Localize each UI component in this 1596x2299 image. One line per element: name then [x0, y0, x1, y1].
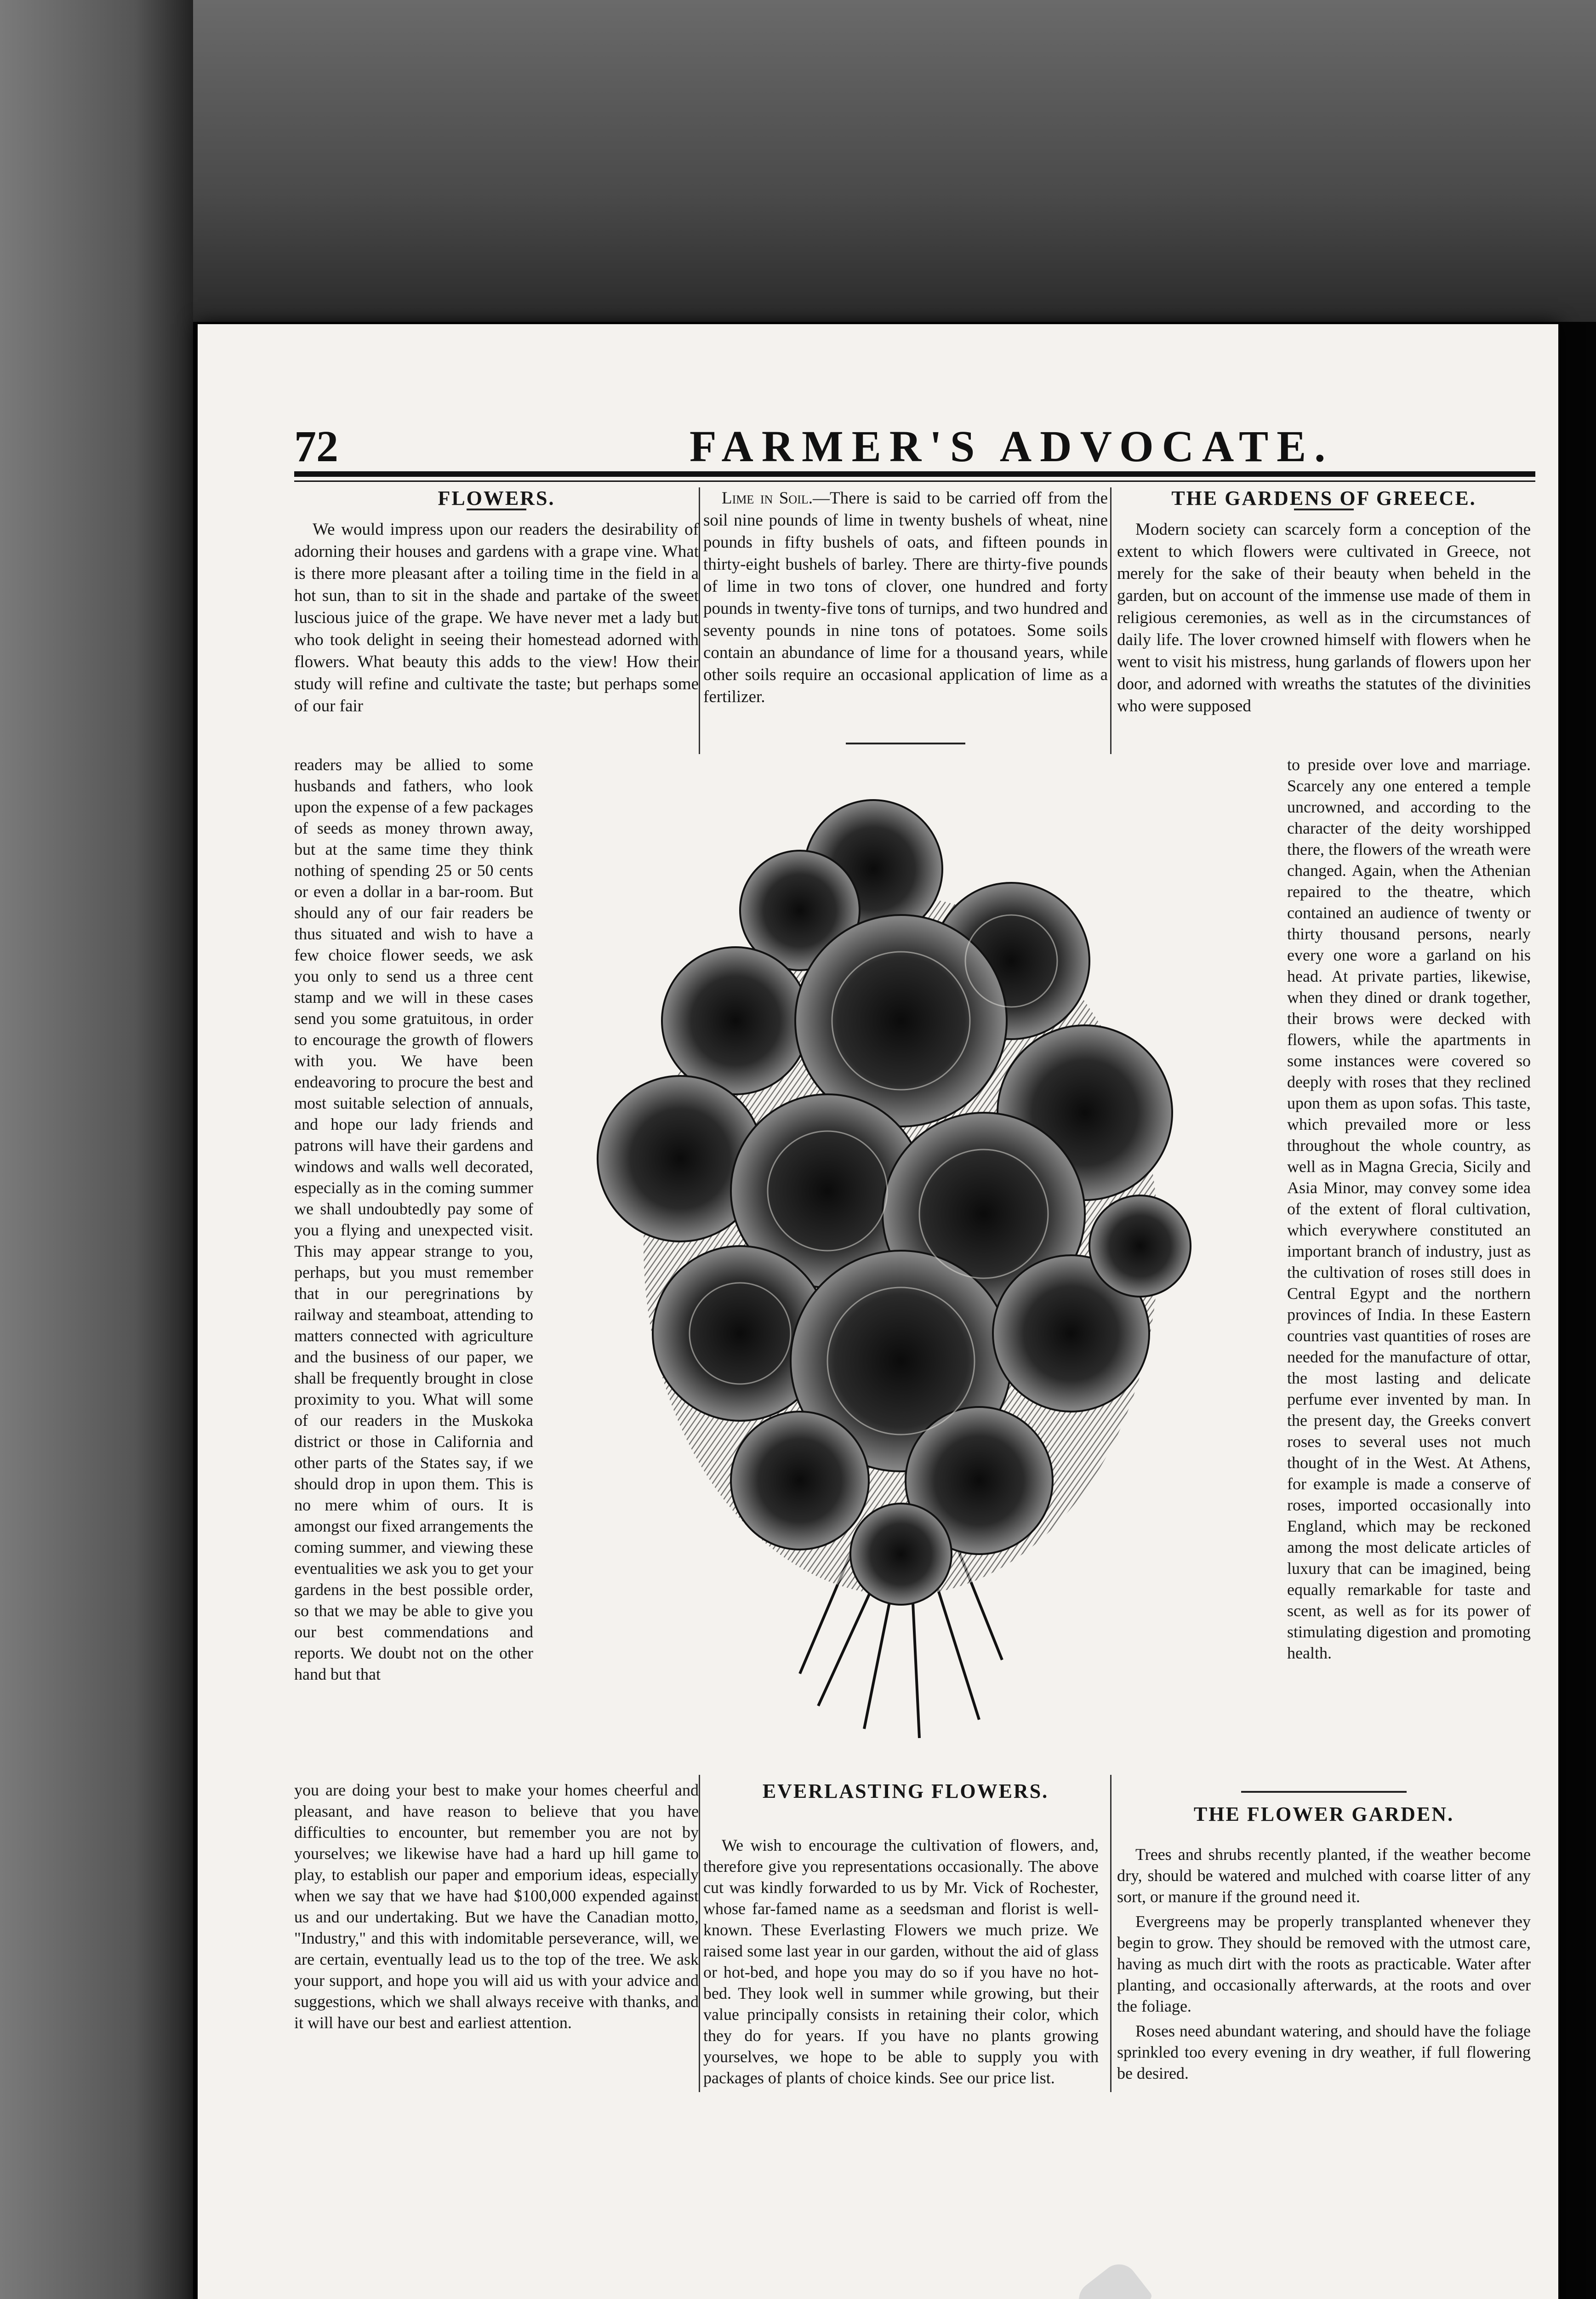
masthead-rule-thick	[294, 471, 1535, 477]
gardens-of-greece-intro	[1117, 487, 1531, 721]
flower-garden-article	[1117, 1844, 1531, 2087]
everlasting-flowers-engraving	[542, 763, 1260, 1756]
greece-intro-text: Modern society can scarcely form a conception of the extent to which flowers were cultivated in Greece, not merely for the sake of their beauty when beheld in the garden, but on account of the immense use made of them in religious ceremonies, as well as in the circumstances of daily life. The lover crowned himself with flowers when he went to visit his mistress, hung garlands of flowers upon her door, and adorned with wreaths the statutes of the divinities who were supposed	[1117, 520, 1531, 715]
flowers-article-intro	[294, 487, 699, 721]
flowers-article-narrow	[294, 754, 533, 1688]
ornamental-divider	[1241, 1791, 1407, 1793]
column-rule-left-lower	[699, 1775, 700, 2092]
ornamental-divider	[846, 743, 965, 744]
everlasting-heading: EVERLASTING FLOWERS.	[762, 1780, 1049, 1802]
column-rule-left	[699, 487, 700, 754]
flowers-heading: FLOWERS.	[438, 487, 555, 509]
film-background-left	[0, 0, 193, 2299]
column-rule-right	[1110, 487, 1112, 754]
page-number: 72	[294, 422, 338, 471]
lime-in-soil-article	[703, 487, 1108, 712]
flowers-closing-text: you are doing your best to make your homes cheerful and pleasant, and have reason to believe that you have difficulties to encounter, but remember you are not by yourselves; we likewise have had a hard up hill game to play, to establish our paper and emporium ideas, especially when we say that we have had $100,000 expended against us and our undertaking. But we have the Canadian motto, "Industry," and this with indomitable perseverance, will, we are certain, eventually lead us to the top of the tree. We ask your support, and hope you will aid us with your advice and suggestions, which we shall always receive with thanks, and it will have our best and earliest attention.	[294, 1781, 699, 2032]
greece-heading: THE GARDENS OF GREECE.	[1171, 487, 1476, 509]
flower-garden-heading: THE FLOWER GARDEN.	[1193, 1803, 1454, 1825]
flowers-article-closing	[294, 1779, 699, 2037]
greece-narrow-text: to preside over love and marriage. Scarcely any one entered a temple uncrowned, and according to the character of the deity worshipped there, the flowers of the wreath were changed. Again, when the Athenian repaired to the theatre, which contained an audience of twenty or thirty thousand persons, nearly every one wore a garland on his head. At private parties, likewise, when they dined or drank together, their brows were decked with flowers, while the apartments in some instances were covered so deeply with roses that they reclined upon them as upon sofas. This taste, which prevailed more or less throughout the whole country, as well as in Magna Grecia, Sicily and Asia Minor, may convey some idea of the extent of floral cultivation, which everywhere constituted an important branch of industry, just as the cultivation of roses still does in Central Egypt and the northern provinces of India. In these Eastern countries vast quantities of roses are needed for the manufacture of ottar, the most lasting and delicate perfume ever invented by man. In the present day, the Greeks convert roses to several uses not much thought of in the West. At Athens, for example is made a conserve of roses, imported occasionally into England, which may be reckoned among the most delicate articles of luxury that can be imagined, being equally remarkable for taste and scent, as well as for its power of stimulating digestion and promoting health.	[1287, 755, 1531, 1662]
masthead-rule-thin	[294, 480, 1535, 482]
lime-body: —There is said to be carried off from the soil nine pounds of lime in twenty bushels of wheat, nine pounds in fifty bushels of oats, and fifteen pounds in thirty-eight bushels of barley. There are thirty-five pounds of lime in two tons of clover, one hundred and forty pounds in twenty-five tons of turnips, and two hundred and seventy pounds in nine tons of potatoes. Some soils contain an abundance of lime for a thousand years, while other soils require an occasional application of lime as a fertilizer.	[703, 489, 1108, 706]
flower-garden-p1: Trees and shrubs recently planted, if the weather become dry, should be watered and mulched with coarse litter of any sort, or manure if the ground need it.	[1117, 1845, 1531, 1906]
flower-garden-p2: Evergreens may be properly transplanted whenever they begin to grow. They should be removed with the utmost care, having as much dirt with the roots as practicable. Water after planting, and occasionally afterwards, at the roots and over the foliage.	[1117, 1912, 1531, 2015]
everlasting-flowers-article	[703, 1835, 1099, 2092]
column-rule-right-lower	[1110, 1775, 1112, 2092]
flowers-intro-text: We would impress upon our readers the desirability of adorning their houses and gardens with a grape vine. What is there more pleasant after a toiling time in the field in a hot sun, than to sit in the shade and partake of the sweet luscious juice of the grape. We have never met a lady but who took delight in seeing their homestead adorned with flowers. What beauty this adds to the view! How their study will refine and cultivate the taste; but perhaps some of our fair	[294, 520, 699, 715]
film-background-top	[0, 0, 1596, 322]
masthead-title: FARMER'S ADVOCATE.	[690, 422, 1334, 471]
everlasting-text: We wish to encourage the cultivation of flowers, and, therefore give you representations occasionally. The above cut was kindly forwarded to us by Mr. Vick of Rochester, whose far-famed name as a seedsman and florist is well-known. These Everlasting Flowers we much prize. We raised some last year in our garden, without the aid of glass or hot-bed, and hope you may do so if you have no hot-bed. They look well in summer while growing, but their value principally consists in retaining their color, which they do for years. If you have no plants growing yourselves, we hope to be able to supply you with packages of plants of choice kinds. See our price list.	[703, 1836, 1099, 2087]
flower-garden-p3: Roses need abundant watering, and should have the foliage sprinkled too every evening in dry weather, if full flowering be desired.	[1117, 2022, 1531, 2082]
lime-title: Lime in Soil.	[722, 489, 813, 508]
gardens-of-greece-narrow	[1287, 754, 1531, 1667]
flowers-narrow-text: readers may be allied to some husbands and fathers, who look upon the expense of a few packages of seeds as money thrown away, but at the same time they think nothing of spending 25 or 50 cents or even a dollar in a bar-room. But should any of our fair readers be thus situated and wish to have a few choice flower seeds, we ask you only to send us a three cent stamp and we will in these cases send you some gratuitous, in order to encourage the growth of flowers with you. We have been endeavoring to procure the best and most suitable selection of annuals, and hope our lady friends and patrons will have their gardens and windows and walls well decorated, especially as in the coming summer we shall undoubtedly pay some of you a flying and unexpected visit. This may appear strange to you, perhaps, but you must remember that in our peregrinations by railway and steamboat, attending to matters connected with agriculture and the business of our paper, we shall be frequently brought in close proximity to you. What will some of our readers in the Muskoka district or those in California and other parts of the States say, if we should drop in upon them. This is no mere whim of ours. It is amongst our fixed arrangements the coming summer, and viewing these eventualities we ask you to get your gardens in the best possible order, so that we may be able to give you our best commendations and reports. We doubt not on the other hand but that	[294, 755, 533, 1683]
